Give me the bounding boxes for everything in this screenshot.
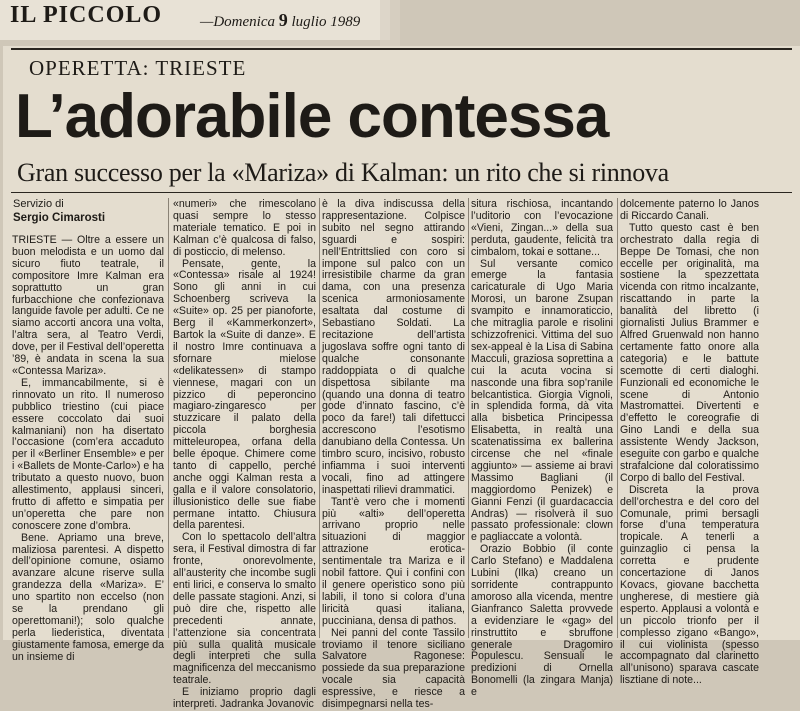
column-divider xyxy=(468,198,469,638)
newspaper-name: IL PICCOLO xyxy=(10,2,163,28)
article-column-5 xyxy=(620,198,760,687)
top-rule xyxy=(11,48,792,50)
headline-rule xyxy=(11,192,792,193)
column-divider xyxy=(617,198,618,638)
tape-strip xyxy=(380,0,400,46)
column-divider xyxy=(168,198,169,638)
paragraph: Sul versante comico emerge la fantasia caricaturale di Ugo Maria Morosi, un barone Zsupan svampito e innamoraticcio, che mitraglia parole e risolini schizzofrenici. Vittima del suo sex-appeal è la Lisa di Sabina Macculi, graziosa soprettina a cui la acuta vocina si nasconde una fibra sop’ranile belcantistica. Giorgia Vignoli, in splendida forma, dà vita alla bisbetica Principessa Elisabetta, in realtà una scatenatissima ex ballerina circense che nel «finale aggiunto» — assieme ai bravi Massimo Bagliani (il maggiordomo Penizek) e Gianni Fenzi (il guardacaccia Andras) — risolverà il suo passato professionale: clown e pagliaccate a volontà. xyxy=(471,257,613,544)
byline-service: Servizio di xyxy=(13,198,64,210)
paragraph: Bene. Apriamo una breve, maliziosa parentesi. A dispetto dell’opinione comune, osiamo avanzare alcune riserve sulla grandezza della «Mariza». E’ uno spartito non eccelso (non se la prendano gli operettomani!); solo qualche perla liederistica, diventata giustamente famosa, emerge da un insieme di xyxy=(12,531,164,663)
date-day: Domenica xyxy=(213,14,275,30)
paragraph: Pensate, gente, la «Contessa» risale al 1924! Sono gli anni in cui Schoenberg scriveva la «Suite» op. 25 per pianoforte, Berg il «Kammerkonzert», Bartok la «Suite di danze». E il nostro Imre continuava a sfornare mielose «delikatessen» di stampo viennese, magari con un pizzico di peperoncino magiaro-zingaresco per stuzzicare il palato della piccola borghesia mitteleuropea, orfana della belle époque. Chimere come tanto di cappello, perché anche oggi Kalman resta a galla e il valore consolatorio, illusionistico delle sue fiabe permane intatto. Chiusura della parentesi. xyxy=(173,257,316,532)
paragraph: E, immancabilmente, si è rinnovato un rito. Il numeroso pubblico triestino (cui piace essere coccolato dai suoi kalmaniani) non ha disertato l’occasione (com’era accaduto per il «Berliner Ensemble» e per i «Ballets de Monte-Carlo») e ha tributato a questo nuovo, buon allestimento, applausi sinceri, frutto di affetto e simpatia per un’operetta che pare non conoscere zone d’ombra. xyxy=(12,376,164,532)
article-column-2 xyxy=(173,198,316,711)
kicker: OPERETTA: TRIESTE xyxy=(29,56,247,80)
date-month-year: luglio 1989 xyxy=(291,14,361,30)
article-column-4 xyxy=(471,198,613,699)
byline xyxy=(13,198,105,224)
paragraph: è la diva indiscussa della rappresentazione. Colpisce subito nel segno attirando sguardi e sospiri: nell’Entrittslied con coro si impone sul palco con un irresistibile charme da gran dama, con una presenza scenica armoniosamente esaltata dal costume di Sebastiano Soldati. La recitazione dell’artista jugoslava soffre ogni tanto di qualche consonante raddoppiata o di qualche dispettosa sibilante ma (quando una donna di teatro gode d’innato fascino, c’è poco da fare!) tali difettucci accrescono l’esotismo danubiano della Contessa. Un timbro scuro, incisivo, robusto infiamma i suoi interventi vocali, fino ad attingere inaspettati rilievi drammatici. xyxy=(322,198,465,496)
paragraph: TRIESTE — Oltre a essere un buon melodista e un uomo dal sicuro fiuto teatrale, il compositore Imre Kalman era soprattutto un gran furbacchione che confezionava languide favole per adulti. Ce ne siamo accorti ancora una volta, l’altra sera, al Teatro Verdi, dove, per il Festival dell’operetta ’89, è andata in scena la sua «Contessa Mariza». xyxy=(12,234,164,377)
subheadline: Gran successo per la «Mariza» di Kalman: un rito che si rinnova xyxy=(17,158,669,187)
article-column-1 xyxy=(12,234,164,663)
paragraph: Orazio Bobbio (il conte Carlo Stefano) e Maddalena Lubini (Ilka) creano un sorridente contrappunto amoroso alla vicenda, mentre Gianfranco Saletta provvede a evidenziare le «gag» del rinstruttito e sbruffone generale Dragomiro Populescu. Sensuali le predizioni di Ornella Bonomelli (la zingara Manja) e xyxy=(471,543,613,699)
paragraph: E iniziamo proprio dagli interpreti. Jadranka Jovanovic xyxy=(173,686,316,711)
date-number: 9 xyxy=(278,10,288,30)
column-divider xyxy=(319,198,320,638)
byline-author: Sergio Cimarosti xyxy=(13,212,106,224)
paragraph: «numeri» che rimescolano quasi sempre lo stesso materiale tematico. E poi in Kalman c’è qualcosa di falso, di posticcio, di melenso. xyxy=(173,198,316,258)
paragraph: Discreta la prova dell’orchestra e del coro del Comunale, primi bersagli forse d’una temperatura tropicale. A tenerli a guinzaglio ci pensa la corretta e prudente concertazione di Janos Kovacs, giovane bacchetta ungherese, di mestiere già esperto. Applausi a volontà e un piccolo trionfo per il complesso zigano «Bango», il cui violinista (spesso accompagnato dal clarinetto all’unisono) sparava cascate lisztiane di note... xyxy=(620,483,759,687)
masthead xyxy=(0,0,390,40)
paragraph: Con lo spettacolo dell’altra sera, il Festival dimostra di far fronte, onorevolmente, all’austerity che incombe sugli enti lirici, e conserva lo smalto delle passate stagioni. Anzi, si può dire che, rispetto alle precedenti annate, l’attenzione sia concentrata più sulla qualità musicale degli interpreti che sulla magnificenza del meccanismo teatrale. xyxy=(173,531,316,687)
headline: L’adorabile contessa xyxy=(15,82,609,151)
issue-date: —Domenica 9 luglio 1989 xyxy=(200,10,361,30)
paragraph: Tant’è vero che i momenti più «alti» dell’operetta arrivano proprio nelle situazioni di maggior attrazione erotica-sentimentale tra Mariza e il nobil fattore. Qui i confini con il genere operistico sono più labili, il tono si colora d’una liricità quasi italiana, pucciniana, densa di pathos. xyxy=(322,495,465,627)
paragraph: Tutto questo cast è ben orchestrato dalla regia di Beppe De Tomasi, che non eccelle per originalità, ma sostiene la spezzettata vicenda con ritmo incalzante, riscattando in parte la banalità del libretto (i giornalisti Julius Brammer e Alfred Gruenwald non hanno certamente fatto onore alla categoria) e le battute scemotte di certi dialoghi. Funzionali ed economiche le scene di Antonio Mastromattei. Divertenti e d’effetto le coreografie di Gino Landi e della sua assistente Wendy Jackson, eseguite con garbo e qualche strafalcione dal coloratissimo Corpo di ballo del Festival. xyxy=(620,221,760,484)
article-column-3 xyxy=(322,198,465,711)
paragraph: situra rischiosa, incantando l’uditorio con l’evocazione «Vieni, Zingan...» della sua perduta, gaudente, felicità tra cimbalom, tokai e sottane... xyxy=(471,198,613,258)
article xyxy=(3,46,800,711)
paragraph: dolcemente paterno lo Janos di Riccardo Canali. xyxy=(620,198,759,222)
paragraph: Nei panni del conte Tassilo troviamo il tenore siciliano Salvatore Ragonese: possiede da sua preparazione vocale sia capacità espressive, e riesce a disimpegnarsi nella tes- xyxy=(322,626,465,711)
